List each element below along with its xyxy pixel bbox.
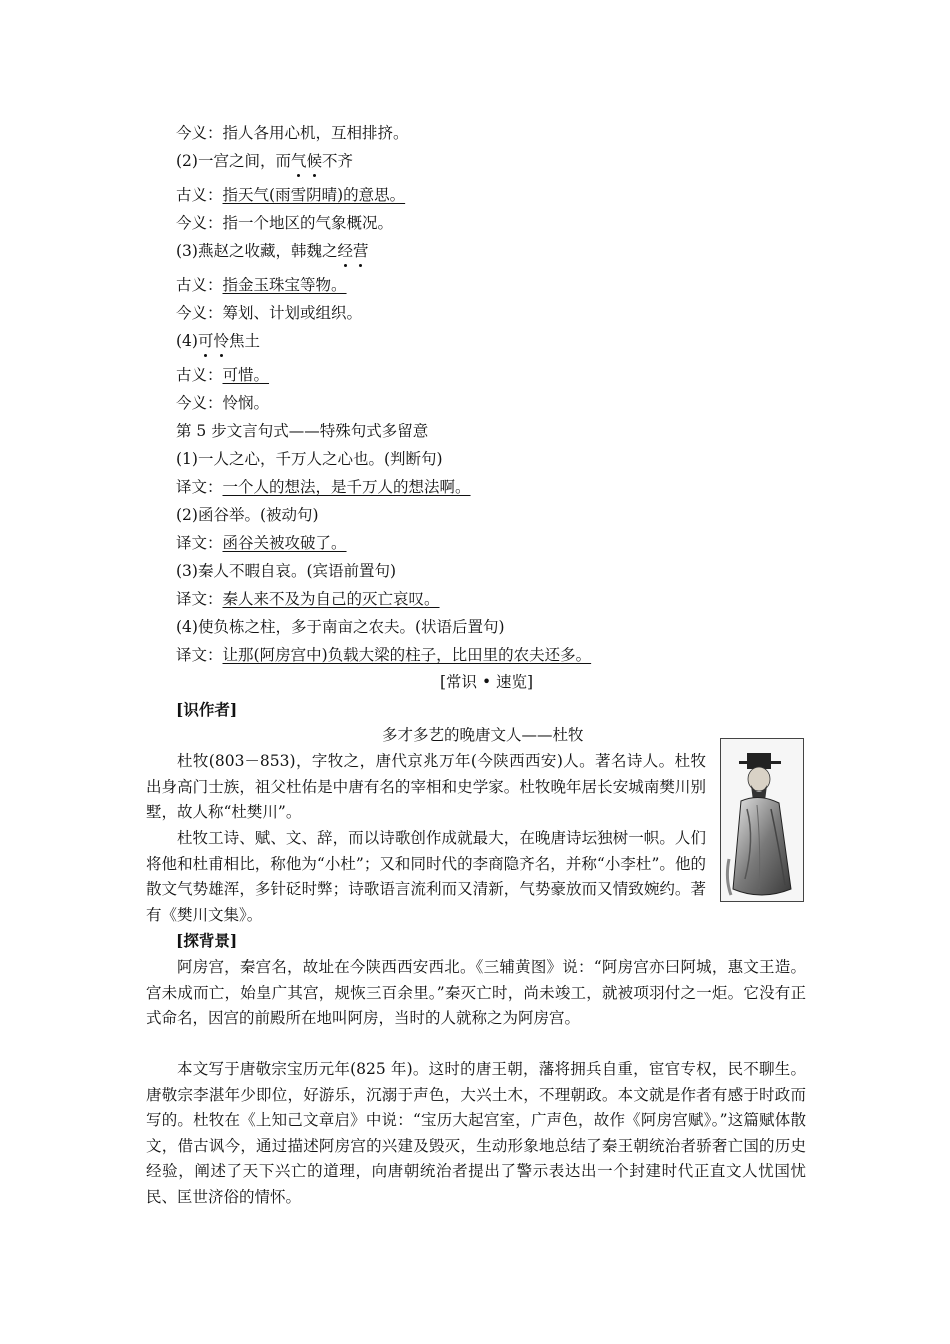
emphasis-char: 营 [352, 242, 369, 260]
answer-underlined: 秦人来不及为自己的灭亡哀叹。 [222, 590, 440, 608]
sentence: (2)函谷举。(被动句) [176, 506, 319, 524]
section-title: [常识 • 速览] [440, 673, 534, 691]
translation: 译文：一个人的想法，是千万人的想法啊。 [176, 478, 471, 496]
emphasis-char: 怜 [213, 332, 229, 350]
vocab-line: 今义：指人各用心机，互相排挤。 [176, 124, 409, 142]
emphasis-char: 经 [337, 242, 353, 260]
vocab-ancient-meaning: 古义：可惜。 [176, 366, 270, 384]
answer-underlined: 让那(阿房宫中)负载大梁的柱子，比田里的农夫还多。 [222, 646, 592, 664]
step5-heading: 第 5 步文言句式——特殊句式多留意 [176, 422, 429, 440]
background-label: [探背景] [176, 931, 238, 950]
emphasis-char: 气 [290, 152, 307, 170]
answer-underlined: 指金玉珠宝等物。 [222, 276, 347, 294]
vocab-line: 今义：怜悯。 [176, 394, 270, 412]
answer-underlined: 可惜。 [222, 366, 270, 384]
background-paragraph: 本文写于唐敬宗宝历元年(825 年)。这时的唐王朝，藩将拥兵自重，宦官专权，民不聊生。唐敬宗李湛年少即位，好游乐，沉溺于声色，大兴土木，不理朝政。本文就是作者有感于时政而写的。杜牧在《上知己文章启》中说：“宝历大起宫室，广声色，故作《阿房宫赋》。”这篇赋体散文，借古讽今，通过描述阿房宫的兴建及毁灭，生动形象地总结了秦王朝统治者骄奢亡国的历史经验，阐述了天下兴亡的道理，向唐朝统治者提出了警示表达出一个封建时代正直文人忧国忧民、匡世济俗的情怀。 [146, 1060, 806, 1206]
author-paragraph: 杜牧(803－853)，字牧之，唐代京兆万年(今陕西西安)人。著名诗人。杜牧出身高门士族，祖父杜佑是中唐有名的宰相和史学家。杜牧晚年居长安城南樊川别墅，故人称“杜樊川”。 [146, 752, 706, 821]
translation: 译文：让那(阿房宫中)负载大梁的柱子，比田里的农夫还多。 [176, 646, 592, 664]
vocab-line: 今义：筹划、计划或组织。 [176, 304, 363, 322]
answer-underlined: 函谷关被攻破了。 [222, 534, 347, 552]
answer-underlined: 一个人的想法，是千万人的想法啊。 [222, 478, 471, 496]
author-label: [识作者] [176, 700, 238, 719]
author-paragraph: 杜牧工诗、赋、文、辞，而以诗歌创作成就最大，在晚唐诗坛独树一帜。人们将他和杜甫相比，称他为“小杜”；又和同时代的李商隐齐名，并称“小李杜”。他的散文气势雄浑，多针砭时弊；诗歌语言流利而又清新，气势豪放而又情致婉约。著有《樊川文集》。 [146, 829, 706, 924]
emphasis-char: 可 [197, 332, 214, 350]
vocab-example: (3)燕赵之收藏，韩魏之经营 [176, 242, 369, 260]
sentence: (3)秦人不暇自哀。(宾语前置句) [176, 562, 397, 580]
answer-underlined: 指天气(雨雪阴晴)的意思。 [222, 186, 406, 204]
translation: 译文：函谷关被攻破了。 [176, 534, 347, 552]
sentence: (1)一人之心，千万人之心也。(判断句) [176, 450, 443, 468]
du-mu-portrait-image [720, 738, 804, 902]
author-title: 多才多艺的晚唐文人——杜牧 [382, 726, 584, 744]
sentence: (4)使负栋之柱，多于南亩之农夫。(状语后置句) [176, 618, 505, 636]
translation: 译文：秦人来不及为自己的灭亡哀叹。 [176, 590, 440, 608]
portrait-figure [721, 739, 803, 901]
emphasis-char: 候 [306, 152, 322, 170]
background-paragraph: 阿房宫，秦宫名，故址在今陕西西安西北。《三辅黄图》说：“阿房宫亦曰阿城，惠文王造。宫未成而亡，始皇广其宫，规恢三百余里。”秦灭亡时，尚未竣工，就被项羽付之一炬。它没有正式命名，因宫的前殿所在地叫阿房，当时的人就称之为阿房宫。 [146, 958, 806, 1027]
vocab-ancient-meaning: 古义：指金玉珠宝等物。 [176, 276, 347, 294]
vocab-ancient-meaning: 古义：指天气(雨雪阴晴)的意思。 [176, 186, 406, 204]
vocab-example: (4)可怜焦土 [176, 332, 261, 350]
vocab-example: (2)一宫之间，而气候不齐 [176, 152, 354, 170]
vocab-line: 今义：指一个地区的气象概况。 [176, 214, 394, 232]
